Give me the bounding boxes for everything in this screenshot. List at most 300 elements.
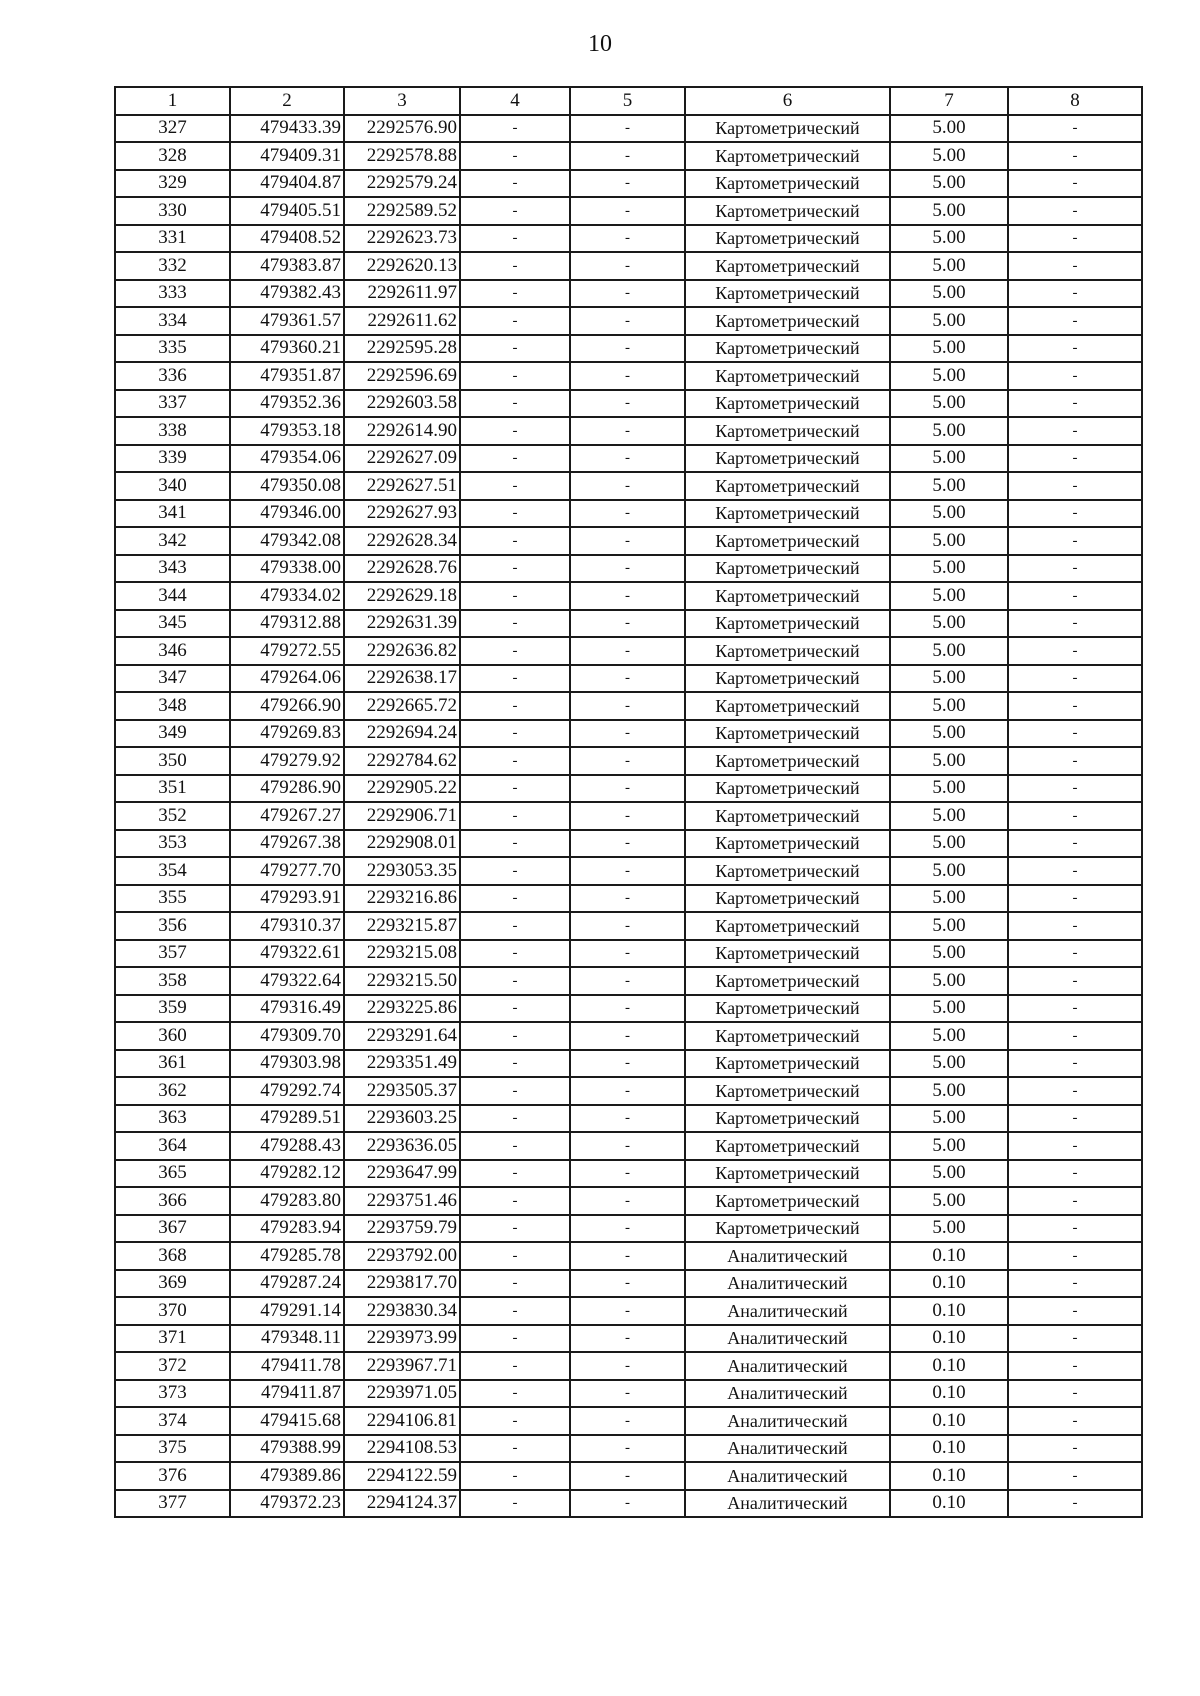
method-cell: Аналитический [685,1462,890,1490]
column-8-cell: - [1008,802,1142,830]
column-4-cell: - [460,390,570,418]
accuracy-cell: 5.00 [890,1215,1008,1243]
column-4-cell: - [460,720,570,748]
point-number-cell: 332 [115,252,230,280]
y-coordinate-cell: 2293505.37 [344,1077,460,1105]
y-coordinate-cell: 2293830.34 [344,1297,460,1325]
column-4-cell: - [460,967,570,995]
y-coordinate-cell: 2294106.81 [344,1407,460,1435]
x-coordinate-cell: 479291.14 [230,1297,344,1325]
column-8-cell: - [1008,1352,1142,1380]
point-number-cell: 331 [115,225,230,253]
method-cell: Картометрический [685,940,890,968]
column-4-cell: - [460,692,570,720]
column-8-cell: - [1008,197,1142,225]
table-row [115,1077,1142,1105]
x-coordinate-cell: 479303.98 [230,1050,344,1078]
point-number-cell: 330 [115,197,230,225]
table-row [115,1270,1142,1298]
method-cell: Аналитический [685,1407,890,1435]
y-coordinate-cell: 2293792.00 [344,1242,460,1270]
method-cell: Картометрический [685,775,890,803]
accuracy-cell: 0.10 [890,1270,1008,1298]
column-5-cell: - [570,555,685,583]
column-4-cell: - [460,115,570,143]
column-5-cell: - [570,1242,685,1270]
column-8-cell: - [1008,390,1142,418]
method-cell: Картометрический [685,885,890,913]
column-4-cell: - [460,362,570,390]
column-4-cell: - [460,1105,570,1133]
column-8-cell: - [1008,500,1142,528]
column-4-cell: - [460,610,570,638]
column-4-cell: - [460,912,570,940]
column-8-cell: - [1008,912,1142,940]
column-4-cell: - [460,1077,570,1105]
point-number-cell: 340 [115,472,230,500]
column-5-cell: - [570,802,685,830]
point-number-cell: 370 [115,1297,230,1325]
header-cell: 3 [344,87,460,115]
method-cell: Картометрический [685,225,890,253]
column-4-cell: - [460,885,570,913]
header-cell: 4 [460,87,570,115]
column-5-cell: - [570,1325,685,1353]
column-4-cell: - [460,1407,570,1435]
column-8-cell: - [1008,582,1142,610]
method-cell: Картометрический [685,995,890,1023]
method-cell: Картометрический [685,252,890,280]
column-8-cell: - [1008,115,1142,143]
table-row [115,197,1142,225]
y-coordinate-cell: 2293636.05 [344,1132,460,1160]
x-coordinate-cell: 479267.27 [230,802,344,830]
y-coordinate-cell: 2293225.86 [344,995,460,1023]
method-cell: Картометрический [685,472,890,500]
y-coordinate-cell: 2293967.71 [344,1352,460,1380]
y-coordinate-cell: 2292623.73 [344,225,460,253]
x-coordinate-cell: 479279.92 [230,747,344,775]
x-coordinate-cell: 479352.36 [230,390,344,418]
coordinates-table [114,86,1143,1518]
column-5-cell: - [570,1270,685,1298]
y-coordinate-cell: 2293751.46 [344,1187,460,1215]
table-row [115,115,1142,143]
column-4-cell: - [460,1242,570,1270]
column-5-cell: - [570,307,685,335]
column-5-cell: - [570,1077,685,1105]
table-row [115,445,1142,473]
x-coordinate-cell: 479269.83 [230,720,344,748]
accuracy-cell: 5.00 [890,115,1008,143]
y-coordinate-cell: 2292906.71 [344,802,460,830]
x-coordinate-cell: 479277.70 [230,857,344,885]
y-coordinate-cell: 2293817.70 [344,1270,460,1298]
column-8-cell: - [1008,527,1142,555]
point-number-cell: 362 [115,1077,230,1105]
column-5-cell: - [570,967,685,995]
x-coordinate-cell: 479411.78 [230,1352,344,1380]
column-5-cell: - [570,390,685,418]
x-coordinate-cell: 479382.43 [230,280,344,308]
header-cell: 2 [230,87,344,115]
accuracy-cell: 5.00 [890,390,1008,418]
x-coordinate-cell: 479405.51 [230,197,344,225]
column-4-cell: - [460,335,570,363]
table-row [115,830,1142,858]
column-5-cell: - [570,197,685,225]
column-5-cell: - [570,1187,685,1215]
point-number-cell: 328 [115,142,230,170]
x-coordinate-cell: 479342.08 [230,527,344,555]
accuracy-cell: 5.00 [890,555,1008,583]
method-cell: Картометрический [685,747,890,775]
column-4-cell: - [460,225,570,253]
table-row [115,1187,1142,1215]
x-coordinate-cell: 479348.11 [230,1325,344,1353]
x-coordinate-cell: 479266.90 [230,692,344,720]
y-coordinate-cell: 2293973.99 [344,1325,460,1353]
x-coordinate-cell: 479322.61 [230,940,344,968]
table-row [115,1435,1142,1463]
column-4-cell: - [460,472,570,500]
y-coordinate-cell: 2292694.24 [344,720,460,748]
table-row [115,1297,1142,1325]
y-coordinate-cell: 2292595.28 [344,335,460,363]
accuracy-cell: 0.10 [890,1242,1008,1270]
method-cell: Картометрический [685,500,890,528]
column-8-cell: - [1008,1242,1142,1270]
accuracy-cell: 5.00 [890,335,1008,363]
accuracy-cell: 5.00 [890,472,1008,500]
accuracy-cell: 5.00 [890,225,1008,253]
x-coordinate-cell: 479334.02 [230,582,344,610]
column-4-cell: - [460,830,570,858]
column-4-cell: - [460,1380,570,1408]
x-coordinate-cell: 479415.68 [230,1407,344,1435]
x-coordinate-cell: 479286.90 [230,775,344,803]
point-number-cell: 350 [115,747,230,775]
column-8-cell: - [1008,665,1142,693]
y-coordinate-cell: 2294124.37 [344,1490,460,1518]
point-number-cell: 341 [115,500,230,528]
point-number-cell: 344 [115,582,230,610]
point-number-cell: 345 [115,610,230,638]
point-number-cell: 361 [115,1050,230,1078]
accuracy-cell: 5.00 [890,1132,1008,1160]
column-4-cell: - [460,1490,570,1518]
header-cell: 5 [570,87,685,115]
y-coordinate-cell: 2292631.39 [344,610,460,638]
method-cell: Аналитический [685,1352,890,1380]
column-5-cell: - [570,912,685,940]
y-coordinate-cell: 2292603.58 [344,390,460,418]
method-cell: Аналитический [685,1242,890,1270]
x-coordinate-cell: 479283.94 [230,1215,344,1243]
column-5-cell: - [570,775,685,803]
accuracy-cell: 5.00 [890,775,1008,803]
table-row [115,472,1142,500]
y-coordinate-cell: 2292627.51 [344,472,460,500]
y-coordinate-cell: 2292578.88 [344,142,460,170]
table-row [115,225,1142,253]
y-coordinate-cell: 2294122.59 [344,1462,460,1490]
method-cell: Аналитический [685,1490,890,1518]
table-row [115,1380,1142,1408]
header-cell: 8 [1008,87,1142,115]
method-cell: Картометрический [685,1050,890,1078]
column-8-cell: - [1008,335,1142,363]
y-coordinate-cell: 2293215.08 [344,940,460,968]
method-cell: Картометрический [685,637,890,665]
column-8-cell: - [1008,1270,1142,1298]
accuracy-cell: 5.00 [890,1105,1008,1133]
method-cell: Картометрический [685,830,890,858]
point-number-cell: 354 [115,857,230,885]
y-coordinate-cell: 2292589.52 [344,197,460,225]
y-coordinate-cell: 2293215.50 [344,967,460,995]
x-coordinate-cell: 479312.88 [230,610,344,638]
method-cell: Картометрический [685,362,890,390]
accuracy-cell: 5.00 [890,857,1008,885]
point-number-cell: 339 [115,445,230,473]
column-8-cell: - [1008,280,1142,308]
accuracy-cell: 5.00 [890,692,1008,720]
accuracy-cell: 5.00 [890,665,1008,693]
x-coordinate-cell: 479383.87 [230,252,344,280]
table-row [115,1105,1142,1133]
y-coordinate-cell: 2292611.62 [344,307,460,335]
x-coordinate-cell: 479316.49 [230,995,344,1023]
column-5-cell: - [570,1490,685,1518]
y-coordinate-cell: 2292784.62 [344,747,460,775]
accuracy-cell: 0.10 [890,1435,1008,1463]
column-5-cell: - [570,582,685,610]
y-coordinate-cell: 2292627.93 [344,500,460,528]
column-4-cell: - [460,1022,570,1050]
x-coordinate-cell: 479292.74 [230,1077,344,1105]
column-4-cell: - [460,307,570,335]
y-coordinate-cell: 2292905.22 [344,775,460,803]
table-row [115,1490,1142,1518]
column-5-cell: - [570,335,685,363]
table-row [115,692,1142,720]
x-coordinate-cell: 479408.52 [230,225,344,253]
point-number-cell: 334 [115,307,230,335]
point-number-cell: 365 [115,1160,230,1188]
column-5-cell: - [570,1297,685,1325]
column-4-cell: - [460,665,570,693]
point-number-cell: 375 [115,1435,230,1463]
x-coordinate-cell: 479264.06 [230,665,344,693]
column-8-cell: - [1008,170,1142,198]
column-5-cell: - [570,252,685,280]
accuracy-cell: 5.00 [890,830,1008,858]
method-cell: Картометрический [685,1077,890,1105]
table-row [115,1325,1142,1353]
point-number-cell: 359 [115,995,230,1023]
accuracy-cell: 5.00 [890,252,1008,280]
method-cell: Картометрический [685,170,890,198]
accuracy-cell: 5.00 [890,995,1008,1023]
column-5-cell: - [570,1132,685,1160]
column-8-cell: - [1008,225,1142,253]
accuracy-cell: 0.10 [890,1407,1008,1435]
column-4-cell: - [460,995,570,1023]
accuracy-cell: 0.10 [890,1490,1008,1518]
y-coordinate-cell: 2293351.49 [344,1050,460,1078]
column-8-cell: - [1008,252,1142,280]
header-cell: 1 [115,87,230,115]
column-4-cell: - [460,197,570,225]
table-body [115,115,1142,1518]
accuracy-cell: 5.00 [890,1050,1008,1078]
column-5-cell: - [570,417,685,445]
table-row [115,1352,1142,1380]
x-coordinate-cell: 479283.80 [230,1187,344,1215]
x-coordinate-cell: 479287.24 [230,1270,344,1298]
y-coordinate-cell: 2292628.34 [344,527,460,555]
x-coordinate-cell: 479350.08 [230,472,344,500]
method-cell: Картометрический [685,527,890,555]
table-header-row [115,87,1142,115]
accuracy-cell: 5.00 [890,802,1008,830]
column-5-cell: - [570,1105,685,1133]
method-cell: Картометрический [685,1187,890,1215]
column-5-cell: - [570,500,685,528]
point-number-cell: 367 [115,1215,230,1243]
accuracy-cell: 0.10 [890,1352,1008,1380]
column-8-cell: - [1008,885,1142,913]
point-number-cell: 366 [115,1187,230,1215]
point-number-cell: 376 [115,1462,230,1490]
x-coordinate-cell: 479360.21 [230,335,344,363]
header-cell: 7 [890,87,1008,115]
table-row [115,940,1142,968]
accuracy-cell: 5.00 [890,1187,1008,1215]
x-coordinate-cell: 479282.12 [230,1160,344,1188]
method-cell: Картометрический [685,445,890,473]
point-number-cell: 348 [115,692,230,720]
column-5-cell: - [570,1215,685,1243]
page-number: 10 [588,31,612,57]
column-8-cell: - [1008,1215,1142,1243]
y-coordinate-cell: 2292908.01 [344,830,460,858]
method-cell: Картометрический [685,582,890,610]
column-4-cell: - [460,280,570,308]
point-number-cell: 374 [115,1407,230,1435]
point-number-cell: 337 [115,390,230,418]
column-4-cell: - [460,1160,570,1188]
y-coordinate-cell: 2292596.69 [344,362,460,390]
accuracy-cell: 5.00 [890,940,1008,968]
method-cell: Аналитический [685,1297,890,1325]
point-number-cell: 347 [115,665,230,693]
x-coordinate-cell: 479361.57 [230,307,344,335]
point-number-cell: 329 [115,170,230,198]
method-cell: Картометрический [685,665,890,693]
column-8-cell: - [1008,1022,1142,1050]
column-8-cell: - [1008,692,1142,720]
column-5-cell: - [570,1050,685,1078]
table-row [115,1022,1142,1050]
column-5-cell: - [570,610,685,638]
table-row [115,720,1142,748]
column-8-cell: - [1008,637,1142,665]
table-row [115,1050,1142,1078]
point-number-cell: 343 [115,555,230,583]
column-8-cell: - [1008,857,1142,885]
method-cell: Картометрический [685,802,890,830]
column-8-cell: - [1008,1435,1142,1463]
method-cell: Аналитический [685,1435,890,1463]
column-5-cell: - [570,115,685,143]
table-row [115,1462,1142,1490]
column-4-cell: - [460,555,570,583]
column-8-cell: - [1008,1160,1142,1188]
accuracy-cell: 5.00 [890,582,1008,610]
table-row [115,527,1142,555]
accuracy-cell: 5.00 [890,1077,1008,1105]
column-5-cell: - [570,527,685,555]
table-row [115,912,1142,940]
column-5-cell: - [570,225,685,253]
point-number-cell: 338 [115,417,230,445]
x-coordinate-cell: 479351.87 [230,362,344,390]
point-number-cell: 327 [115,115,230,143]
method-cell: Картометрический [685,720,890,748]
column-4-cell: - [460,582,570,610]
column-8-cell: - [1008,1187,1142,1215]
column-4-cell: - [460,1050,570,1078]
x-coordinate-cell: 479354.06 [230,445,344,473]
accuracy-cell: 5.00 [890,885,1008,913]
x-coordinate-cell: 479388.99 [230,1435,344,1463]
column-8-cell: - [1008,307,1142,335]
column-4-cell: - [460,417,570,445]
accuracy-cell: 0.10 [890,1380,1008,1408]
y-coordinate-cell: 2293053.35 [344,857,460,885]
x-coordinate-cell: 479288.43 [230,1132,344,1160]
column-4-cell: - [460,142,570,170]
table-row [115,747,1142,775]
y-coordinate-cell: 2292576.90 [344,115,460,143]
column-5-cell: - [570,1380,685,1408]
column-5-cell: - [570,995,685,1023]
column-8-cell: - [1008,142,1142,170]
method-cell: Аналитический [685,1325,890,1353]
method-cell: Картометрический [685,280,890,308]
table-row [115,390,1142,418]
accuracy-cell: 5.00 [890,1160,1008,1188]
x-coordinate-cell: 479353.18 [230,417,344,445]
point-number-cell: 349 [115,720,230,748]
column-4-cell: - [460,1215,570,1243]
column-5-cell: - [570,445,685,473]
column-8-cell: - [1008,1462,1142,1490]
accuracy-cell: 5.00 [890,500,1008,528]
column-5-cell: - [570,665,685,693]
column-4-cell: - [460,1132,570,1160]
column-5-cell: - [570,940,685,968]
point-number-cell: 356 [115,912,230,940]
column-5-cell: - [570,1022,685,1050]
method-cell: Картометрический [685,390,890,418]
table-row [115,1215,1142,1243]
method-cell: Картометрический [685,967,890,995]
accuracy-cell: 5.00 [890,280,1008,308]
accuracy-cell: 5.00 [890,747,1008,775]
